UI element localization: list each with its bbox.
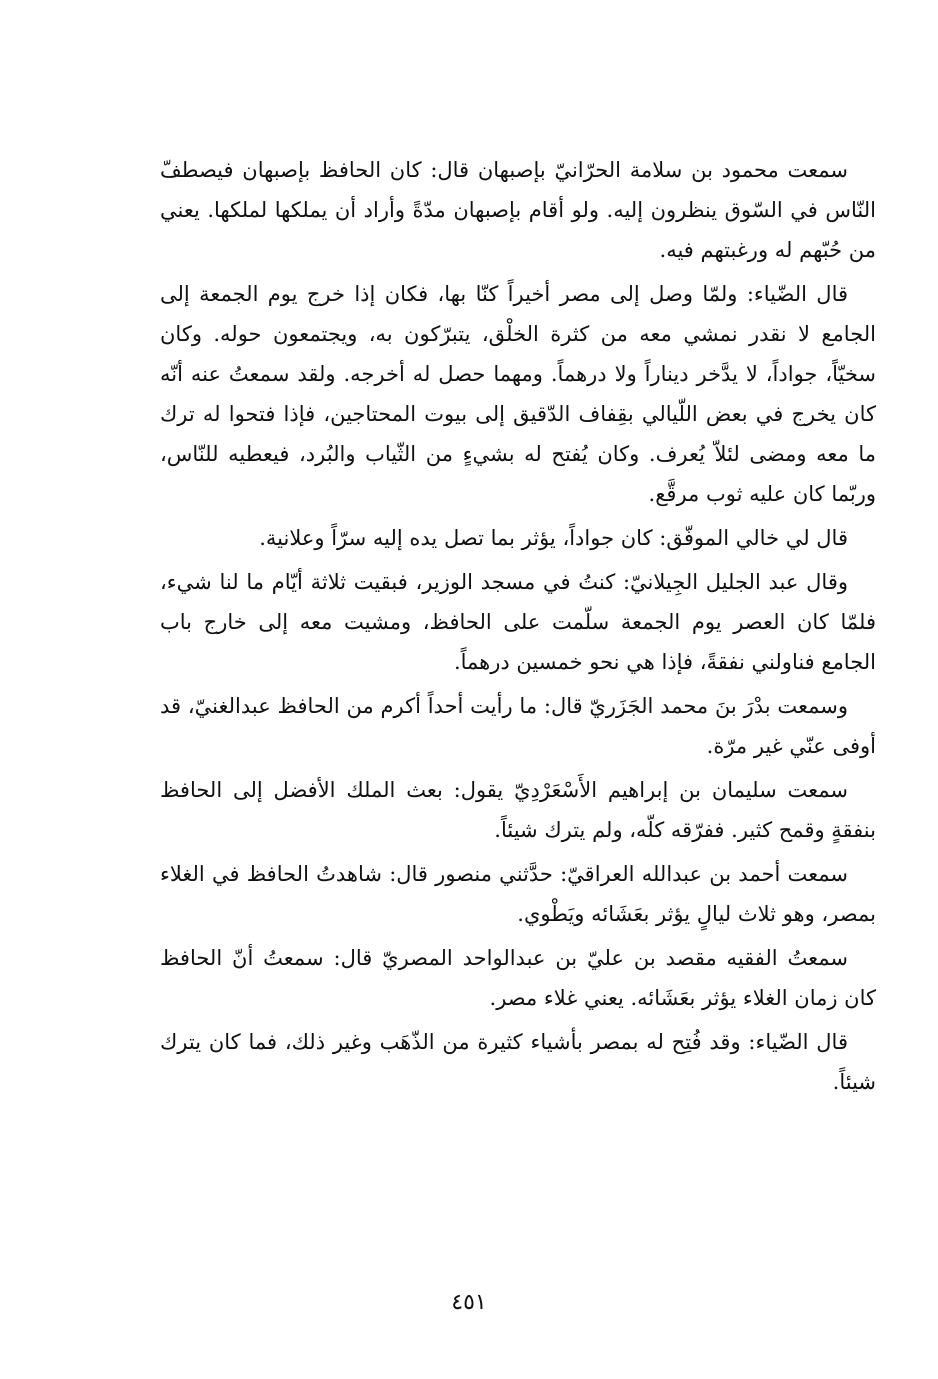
paragraph-4: وقال عبد الجليل الجِيلانيّ: كنتُ في مسجد الوزير، فبقيت ثلاثة أيّام ما لنا شيء، فلمّا كان العصر يوم الجمعة سلّمت على الحافظ، ومشيت معه إلى خارج باب الجامع فناولني نفقةً، فإذا هي نحو خمسين درهماً.	[160, 570, 876, 674]
paragraph-7: سمعت أحمد بن عبدالله العراقيّ: حدَّثني منصور قال: شاهدتُ الحافظ في الغلاء بمصر، وهو ثلاث ليالٍ يؤثر بعَشَائه ويَطْوي.	[160, 862, 876, 926]
paragraph-8: سمعتُ الفقيه مقصد بن عليّ بن عبدالواحد المصريّ قال: سمعتُ أنّ الحافظ كان زمان الغلاء يؤثر بعَشَائه. يعني غلاء مصر.	[160, 946, 876, 1010]
paragraph-9: قال الضّياء: وقد فُتِح له بمصر بأشياء كثيرة من الذّهَب وغير ذلك، فما كان يترك شيئاً.	[160, 1030, 876, 1094]
paragraph-3: قال لي خالي الموفّق: كان جواداً، يؤثر بما تصل يده إليه سرّاً وعلانية.	[259, 526, 848, 550]
paragraph-2: قال الضّياء: ولمّا وصل إلى مصر أخيراً كنّا بها، فكان إذا خرج يوم الجمعة إلى الجامع لا نقدر نمشي معه من كثرة الخلْق، يتبرّكون به، ويجتمعون حوله. وكان سخيّاً، جواداً، لا يدَّخر ديناراً ولا درهماً. ومهما حصل له أخرجه. ولقد سمعتُ عنه أنّه كان يخرج في بعض اللّيالي بقِفاف الدّقيق إلى بيوت المحتاجين، فإذا فتحوا له ترك ما معه ومضى لئلاّ يُعرف. وكان يُفتح له بشيءٍ من الثّياب والبُرد، فيعطيه للنّاس، وربّما كان عليه ثوب مرقَّع.	[160, 282, 876, 506]
paragraph-6: سمعت سليمان بن إبراهيم الأَسْعَرْدِيّ يقول: بعث الملك الأفضل إلى الحافظ بنفقةٍ وقمح كثير. ففرّقه كلّه، ولم يترك شيئاً.	[160, 778, 876, 842]
paragraph-5: وسمعت بدْرَ بنَ محمد الجَزَريّ قال: ما رأيت أحداً أكرم من الحافظ عبدالغنيّ، قد أوفى عنّي غير مرّة.	[160, 694, 876, 758]
paragraph-1: سمعت محمود بن سلامة الحرّانيّ بإصبهان قال: كان الحافظ بإصبهان فيصطفّ النّاس في السّوق ينظرون إليه. ولو أقام بإصبهان مدّةً وأراد أن يملكها لملكها. يعني من حُبّهم له ورغبتهم فيه.	[160, 158, 876, 262]
page-body-text	[160, 150, 876, 1102]
page-number: ٤٥١	[451, 1290, 487, 1315]
